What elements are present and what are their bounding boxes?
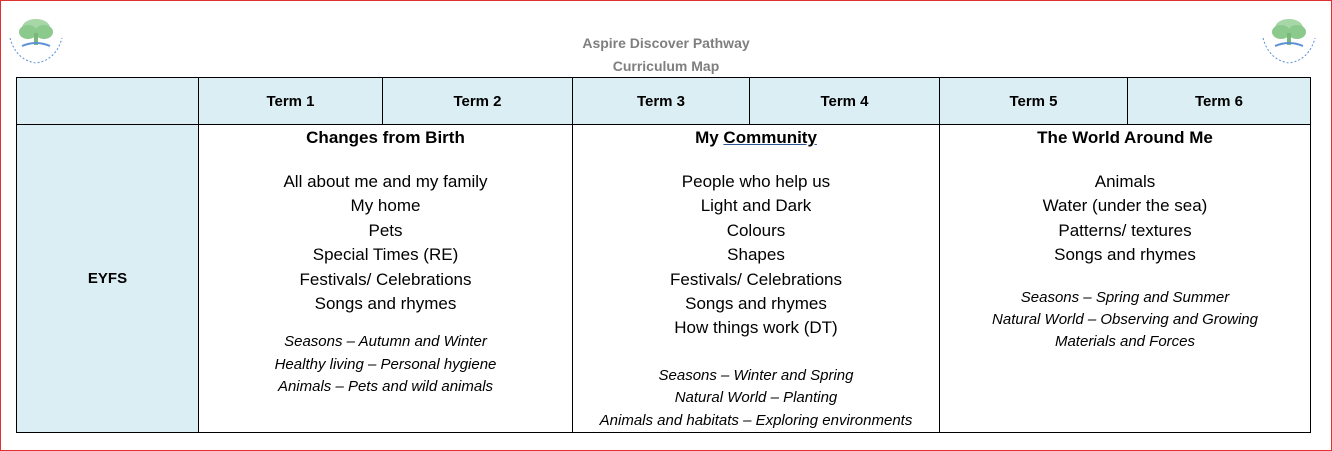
corner-cell <box>17 78 199 125</box>
note-item: Animals – Pets and wild animals <box>277 378 494 396</box>
theme-title-text: Changes from Birth <box>306 128 465 147</box>
topic-item: My home <box>350 196 421 216</box>
term-header: Term 4 <box>750 78 940 125</box>
term-header: Term 5 <box>940 78 1128 125</box>
topic-item: Festivals/ Celebrations <box>299 269 472 289</box>
topic-item: Colours <box>726 220 786 240</box>
theme-title-text: Community <box>723 128 817 147</box>
topic-item: Special Times (RE) <box>312 245 459 265</box>
topic-item: People who help us <box>681 172 831 191</box>
theme-title <box>573 128 939 148</box>
theme-cell-summer <box>940 125 1311 433</box>
theme-title <box>940 128 1310 148</box>
note-item: Materials and Forces <box>1054 333 1196 351</box>
note-item: Natural World – Observing and Growing <box>992 311 1258 329</box>
notes-list <box>199 331 572 398</box>
topic-item: All about me and my family <box>283 172 488 191</box>
curriculum-table <box>16 77 1311 433</box>
theme-cell-autumn <box>199 125 573 433</box>
document-title: Aspire Discover Pathway <box>582 35 750 51</box>
term-header: Term 2 <box>383 78 573 125</box>
topic-item: Pets <box>368 220 403 240</box>
eyfs-row <box>17 125 1311 433</box>
theme-cell-spring <box>573 125 940 433</box>
note-item: Natural World – Planting <box>674 389 838 407</box>
topic-item: How things work (DT) <box>674 318 838 338</box>
note-item: Seasons – Autumn and Winter <box>284 333 487 351</box>
topic-item: Songs and rhymes <box>685 294 827 314</box>
note-item: Seasons – Spring and Summer <box>1020 288 1230 306</box>
topic-item: Light and Dark <box>700 196 812 216</box>
topic-item: Patterns/ textures <box>1058 220 1192 240</box>
document-subtitle: Curriculum Map <box>612 58 720 74</box>
term-header: Term 6 <box>1128 78 1311 125</box>
topic-item: Shapes <box>727 245 785 265</box>
theme-title <box>199 128 572 148</box>
topic-item: Songs and rhymes <box>314 294 457 314</box>
topic-item: Festivals/ Celebrations <box>670 269 842 289</box>
term-header-row <box>17 78 1311 125</box>
note-item: Healthy living – Personal hygiene <box>274 355 497 373</box>
note-item: Animals and habitats – Exploring environments <box>599 411 913 429</box>
theme-title-prefix: My <box>695 128 724 147</box>
notes-list <box>573 365 939 432</box>
stage-label: EYFS <box>17 125 199 433</box>
topic-list <box>573 170 939 341</box>
topic-list <box>199 170 572 316</box>
term-header: Term 3 <box>573 78 750 125</box>
topic-item: Animals <box>1094 172 1156 191</box>
note-item: Seasons – Winter and Spring <box>658 366 854 384</box>
theme-title-text: The World Around Me <box>1037 128 1213 147</box>
term-header: Term 1 <box>199 78 383 125</box>
topic-list <box>940 170 1310 268</box>
topic-item: Water (under the sea) <box>1042 196 1208 216</box>
topic-item: Songs and rhymes <box>1054 245 1196 265</box>
notes-list <box>940 287 1310 354</box>
